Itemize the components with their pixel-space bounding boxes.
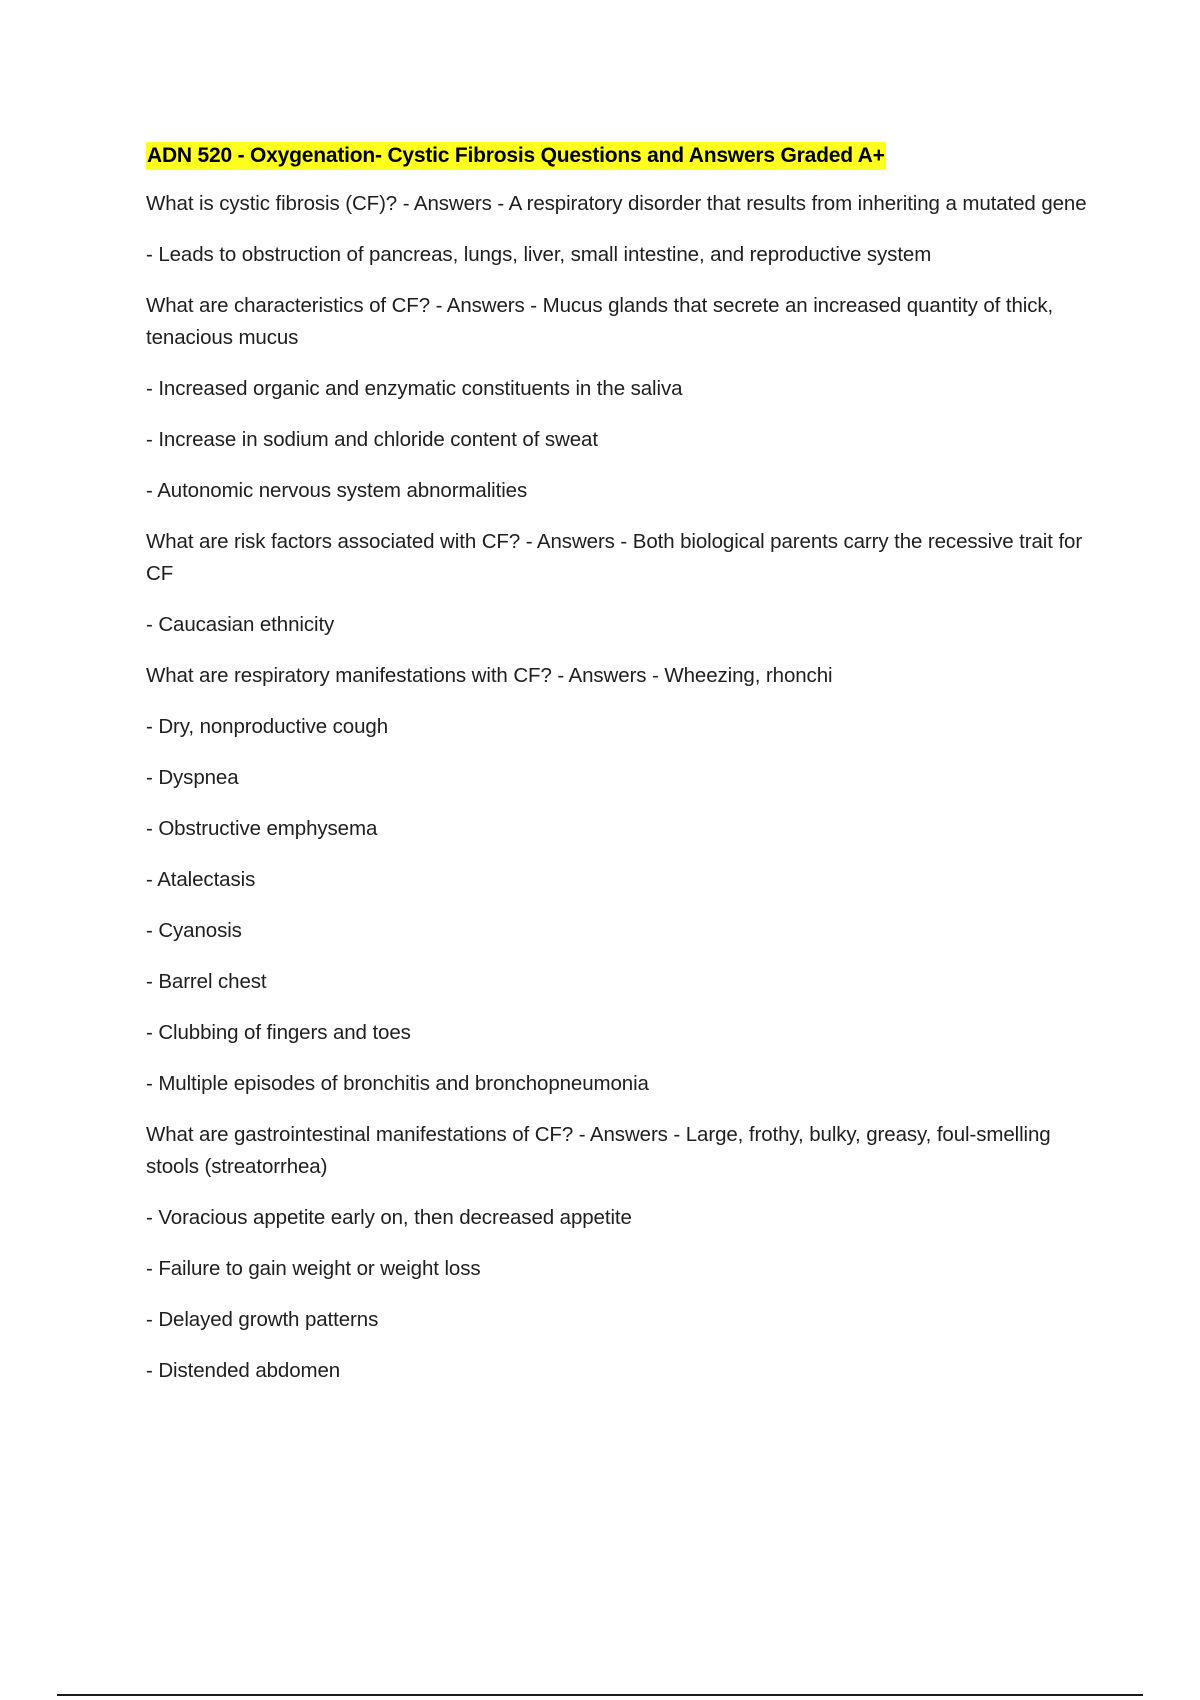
document-title: ADN 520 - Oxygenation- Cystic Fibrosis Questions and Answers Graded A+ (146, 142, 886, 170)
question-paragraph: What is cystic fibrosis (CF)? - Answers - A respiratory disorder that results from inheriting a mutated gene (146, 192, 1087, 215)
answer-bullet: - Distended abdomen (146, 1359, 341, 1382)
question-paragraph: What are risk factors associated with CF? - Answers - Both biological parents carry the recessive trait for CF (146, 530, 1083, 585)
answer-bullet: - Delayed growth patterns (146, 1308, 379, 1331)
question-paragraph: What are gastrointestinal manifestations of CF? - Answers - Large, frothy, bulky, greasy, foul-smelling stools (streatorrhea) (146, 1123, 1051, 1178)
answer-bullet: - Leads to obstruction of pancreas, lungs, liver, small intestine, and reproductive system (146, 243, 932, 266)
answer-bullet: - Failure to gain weight or weight loss (146, 1257, 481, 1280)
document-page (146, 142, 1096, 1387)
question-paragraph: What are respiratory manifestations with CF? - Answers - Wheezing, rhonchi (146, 664, 833, 687)
answer-bullet: - Obstructive emphysema (146, 817, 378, 840)
answer-bullet: - Increased organic and enzymatic constituents in the saliva (146, 377, 683, 400)
question-paragraph: What are characteristics of CF? - Answers - Mucus glands that secrete an increased quantity of thick, tenacious mucus (146, 294, 1054, 349)
answer-bullet: - Caucasian ethnicity (146, 613, 335, 636)
answer-bullet: - Dyspnea (146, 766, 239, 789)
answer-bullet: - Autonomic nervous system abnormalities (146, 479, 528, 502)
answer-bullet: - Cyanosis (146, 919, 242, 942)
answer-bullet: - Increase in sodium and chloride content of sweat (146, 428, 598, 451)
page-footer-rule (57, 1694, 1143, 1696)
answer-bullet: - Clubbing of fingers and toes (146, 1021, 411, 1044)
answer-bullet: - Multiple episodes of bronchitis and bronchopneumonia (146, 1072, 649, 1095)
answer-bullet: - Barrel chest (146, 970, 267, 993)
answer-bullet: - Atalectasis (146, 868, 256, 891)
answer-bullet: - Voracious appetite early on, then decreased appetite (146, 1206, 632, 1229)
answer-bullet: - Dry, nonproductive cough (146, 715, 389, 738)
